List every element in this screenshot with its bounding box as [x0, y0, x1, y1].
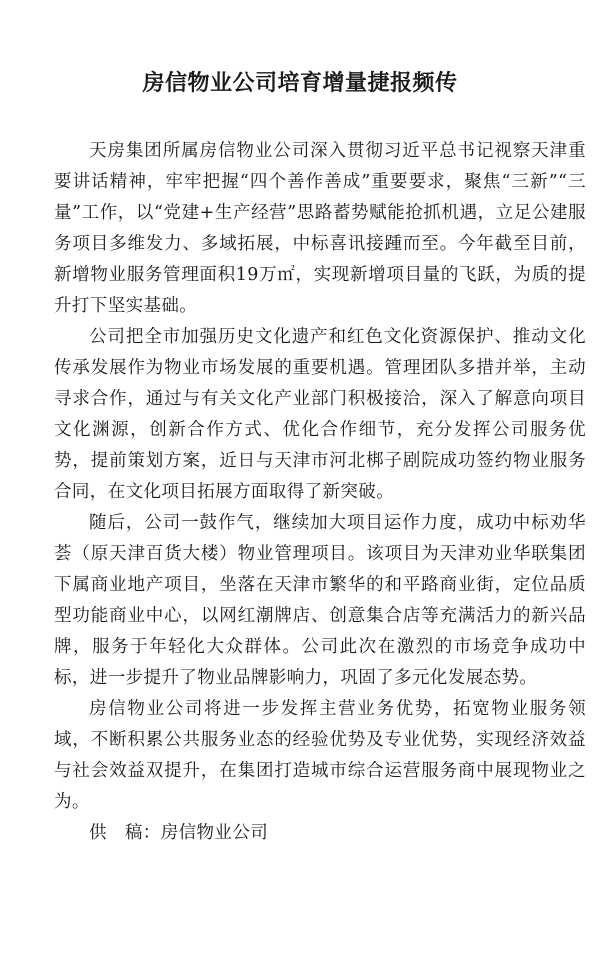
article-body [54, 136, 586, 849]
byline [54, 818, 586, 849]
paragraph-4: 房信物业公司将进一步发挥主营业务优势，拓宽物业服务领域，不断积累公共服务业态的经验优势及专业优势，实现经济效益与社会效益双提升，在集团打造城市综合运营服务商中展现物业之为。 [54, 699, 586, 812]
article-title: 房信物业公司培育增量捷报频传 [142, 70, 458, 96]
byline-label-a: 供 [89, 823, 107, 843]
paragraph-3: 随后，公司一鼓作气，继续加大项目运作力度，成功中标劝华荟（原天津百货大楼）物业管理项目。该项目为天津劝业华联集团下属商业地产项目，坐落在天津市繁华的和平路商业街，定位品质型功能商业中心，以网红潮牌店、创意集合店等充满活力的新兴品牌，服务于年轻化大众群体。公司此次在激烈的市场竞争成功中标，进一步提升了物业品牌影响力，巩固了多元化发展态势。 [54, 513, 586, 688]
paragraph-1: 天房集团所属房信物业公司深入贯彻习近平总书记视察天津重要讲话精神，牢牢把握“四个善作善成”重要要求，聚焦“三新”“三量”工作，以“党建+生产经营”思路蓄势赋能抢抓机遇，立足公建服务项目多维发力、多域拓展，中标喜讯接踵而至。今年截至目前，新增物业服务管理面积19万㎡，实现新增项目量的飞跃，为质的提升打下坚实基础。 [54, 141, 586, 316]
byline-label-b: 稿： [124, 823, 161, 843]
paragraph-2: 公司把全市加强历史文化遗产和红色文化资源保护、推动文化传承发展作为物业市场发展的重要机遇。管理团队多措并举，主动寻求合作，通过与有关文化产业部门积极接洽，深入了解意向项目文化渊源，创新合作方式、优化合作细节，充分发挥公司服务优势，提前策划方案，近日与天津市河北梆子剧院成功签约物业服务合同，在文化项目拓展方面取得了新突破。 [54, 327, 586, 502]
byline-source: 房信物业公司 [160, 823, 269, 843]
